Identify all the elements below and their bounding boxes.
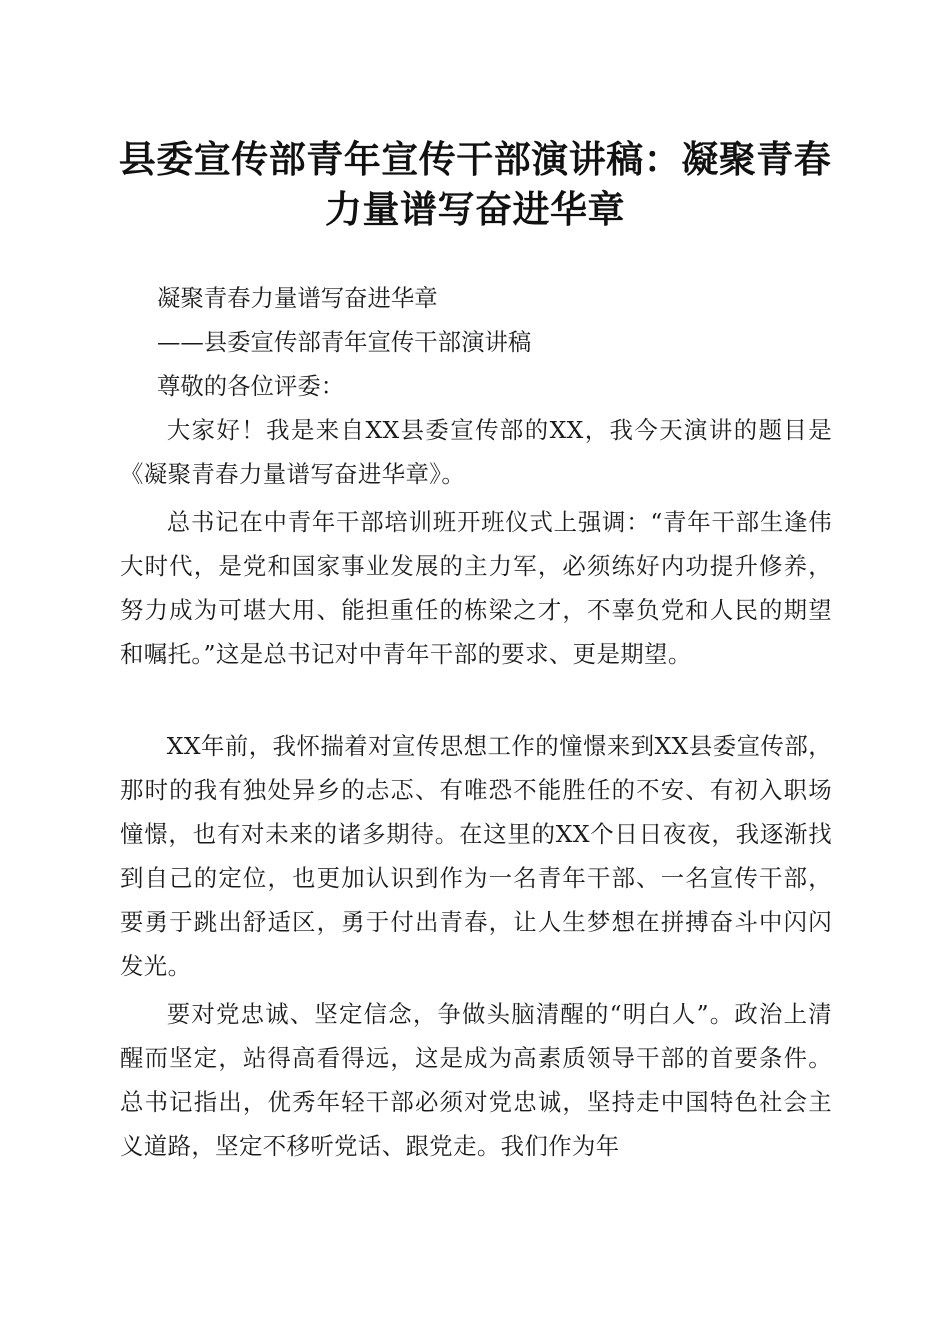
paragraph-experience: XX年前，我怀揣着对宣传思想工作的憧憬来到XX县委宣传部，那时的我有独处异乡的忐忑、有唯恐不能胜任的不安、有初入职场憧憬，也有对未来的诸多期待。在这里的XX个日日夜夜，我逐渐找到自己的定位，也更加认识到作为一名青年干部、一名宣传干部，要勇于跳出舒适区，勇于付出青春，让人生梦想在拼搏奋斗中闪闪发光。 [120,732,832,980]
paragraph-greeting: 大家好！我是来自XX县委宣传部的XX，我今天演讲的题目是《凝聚青春力量谱写奋进华章》。 [120,416,832,488]
salutation: 尊敬的各位评委： [157,372,345,400]
document-title: 县委宣传部青年宣传干部演讲稿：凝聚青春力量谱写奋进华章 [118,137,832,231]
subtitle-line: 凝聚青春力量谱写奋进华章 [157,284,438,312]
byline: ——县委宣传部青年宣传干部演讲稿 [157,328,532,356]
paragraph-quote: 总书记在中青年干部培训班开班仪式上强调：“青年干部生逢伟大时代，是党和国家事业发展的主力军，必须练好内功提升修养，努力成为可堪大用、能担重任的栋梁之才，不辜负党和人民的期望和嘱托。”这是总书记对中青年干部的要求、更是期望。 [120,508,832,668]
paragraph-loyalty: 要对党忠诚、坚定信念，争做头脑清醒的“明白人”。政治上清醒而坚定，站得高看得远，这是成为高素质领导干部的首要条件。总书记指出，优秀年轻干部必须对党忠诚，坚持走中国特色社会主义道路，坚定不移听党话、跟党走。我们作为年 [120,1000,832,1160]
